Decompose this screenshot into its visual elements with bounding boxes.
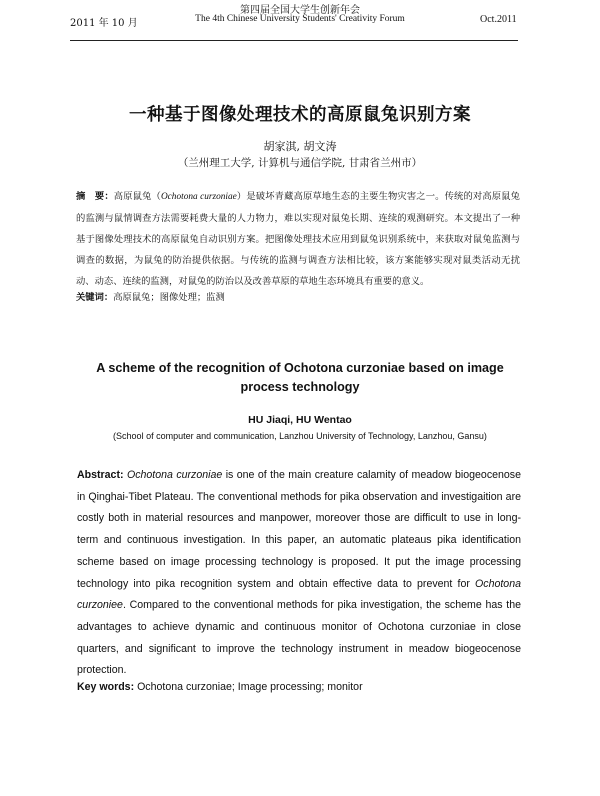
english-title xyxy=(0,359,600,397)
header-date-en: Oct.2011 xyxy=(480,14,517,25)
chinese-keywords-text: 高原鼠兔；图像处理；监测 xyxy=(113,292,225,303)
chinese-abstract-label: 摘 要： xyxy=(76,191,114,202)
english-keywords-text: Ochotona curzoniae; Image processing; monitor xyxy=(137,681,363,693)
english-keywords-label: Key words: xyxy=(77,681,135,693)
english-abstract-species-2: Ochotona curzoniee xyxy=(77,577,521,612)
header-conference-en: The 4th Chinese University Students' Creativity Forum xyxy=(195,14,405,24)
english-title-line1: A scheme of the recognition of Ochotona curzoniae based on image xyxy=(96,361,504,375)
english-abstract xyxy=(77,465,521,682)
english-title-line2: process technology xyxy=(240,380,360,394)
chinese-keywords xyxy=(76,289,225,303)
chinese-abstract xyxy=(76,186,520,292)
english-affiliation: (School of computer and communication, Lanzhou University of Technology, Lanzhou, Gansu) xyxy=(113,431,487,441)
chinese-authors: 胡家淇, 胡文涛 xyxy=(263,140,337,153)
chinese-keywords-label: 关键词： xyxy=(76,292,114,303)
english-abstract-text-1: is one of the main creature calamity of meadow biogeocenose in Qinghai-Tibet Plateau. The conventional methods for pika observation and investigaition are costly both in material resources and manpower, moreover those are difficult to use in long-term and continuous investigation. In this paper, an automatic plateaus pika identification scheme based on image processing technology is proposed. It put the image processing technology into pika recognition system and obtain effective data to prevent for xyxy=(77,469,521,590)
english-abstract-text-2: . Compared to the conventional methods for pika investigation, the scheme has the advantages to achieve dynamic and continuous monitor of Ochotona curzoniae in close quarters, and significant to improve the technology instrument in meadow biogeocenose protection. xyxy=(77,599,521,677)
header-date-cn: 2011 年 10 月 xyxy=(70,18,138,29)
chinese-abstract-species: Ochotona curzoniae xyxy=(160,192,237,202)
chinese-abstract-text: ）是破坏青藏高原草地生态的主要生物灾害之一。传统的对高原鼠兔的监测与鼠情调查方法需要耗费大量的人力物力，难以实现对鼠兔长期、连续的观测研究。本文提出了一种基于图像处理技术的高原鼠兔自动识别方案。把图像处理技术应用到鼠兔识别系统中，来获取对鼠兔监测与调查的数据，为鼠兔的防治提供依据。与传统的监测与调查方法相比较，该方案能够实现对鼠类活动无扰动、动态、连续的监测，对鼠兔的防治以及改善草原的草地生态环境具有重要的意义。 xyxy=(76,191,520,287)
chinese-abstract-text-pre: 高原鼠兔（ xyxy=(113,191,161,202)
english-keywords xyxy=(77,681,363,693)
chinese-affiliation: （兰州理工大学, 计算机与通信学院, 甘肃省兰州市） xyxy=(177,157,423,169)
header-divider xyxy=(70,40,518,41)
header-conference-cn: 第四届全国大学生创新年会 xyxy=(240,5,360,16)
english-authors: HU Jiaqi, HU Wentao xyxy=(248,414,352,426)
english-abstract-label: Abstract: xyxy=(77,469,124,481)
english-abstract-species: Ochotona curzoniae xyxy=(126,469,223,481)
chinese-title: 一种基于图像处理技术的高原鼠兔识别方案 xyxy=(129,105,471,125)
